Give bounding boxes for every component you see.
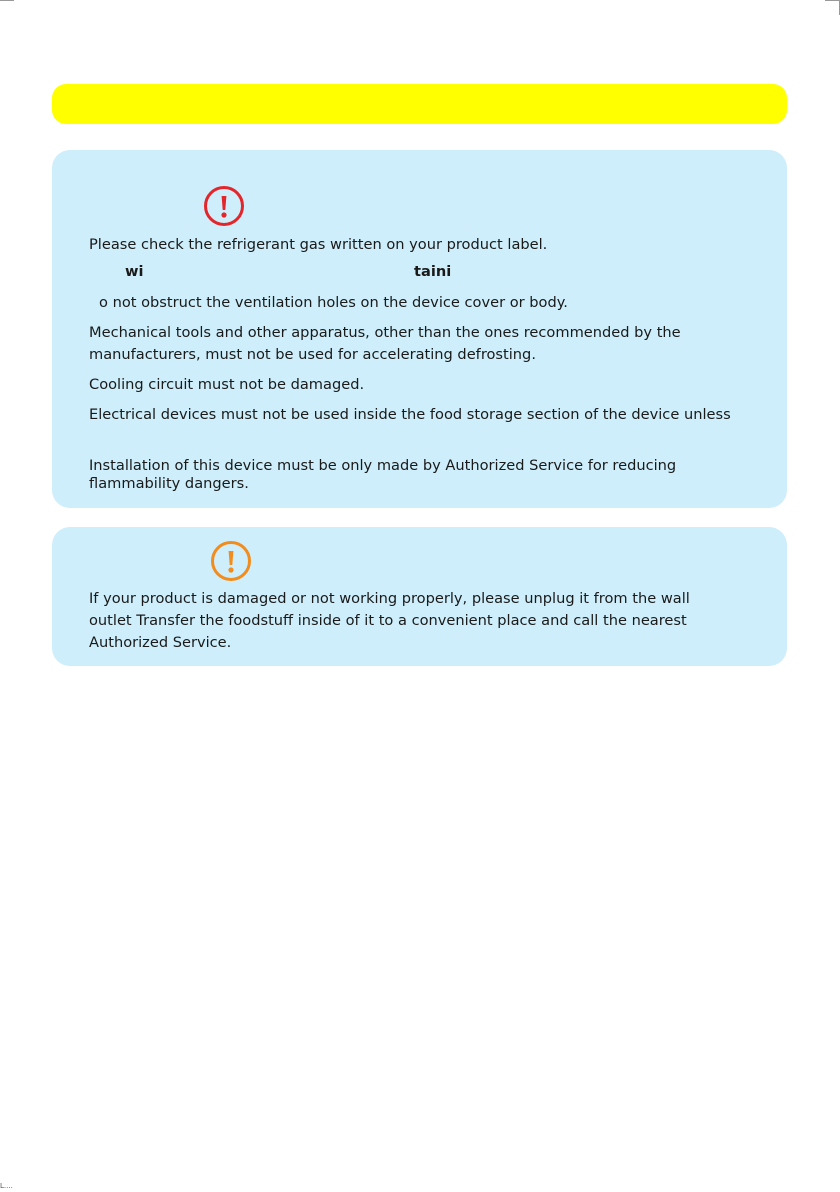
warning-line-tools-2: manufacturers, must not be used for accelerating defrosting. [89,346,536,363]
fragment-right: taini [414,263,452,280]
caution-line-1: If your product is damaged or not working properly, please unplug it from the wall [89,590,690,607]
warning-line-installation-2: flammability dangers. [89,475,249,492]
caution-panel [52,527,787,666]
caution-exclamation-icon [211,541,251,581]
warning-line-electrical: Electrical devices must not be used inside the food storage section of the device unless [89,406,731,423]
section-title-bar [52,84,787,124]
warning-line-installation-1: Installation of this device must be only made by Authorized Service for reducing [89,457,677,474]
crop-mark-left [0,0,14,15]
footer-mark: L.... [0,1182,13,1190]
warning-panel [52,150,787,508]
warning-line-cooling: Cooling circuit must not be damaged. [89,376,365,393]
caution-line-3: Authorized Service. [89,634,232,651]
warning-line-refrigerant: Please check the refrigerant gas written on your product label. [89,236,548,253]
warning-line-tools-1: Mechanical tools and other apparatus, other than the ones recommended by the [89,324,681,341]
warning-line-fragment [89,262,779,282]
warning-line-ventilation: o not obstruct the ventilation holes on the device cover or body. [99,294,568,311]
warning-exclamation-icon [204,186,244,226]
crop-mark-right [825,0,840,15]
fragment-left: wi [125,263,144,280]
caution-line-2: outlet Transfer the foodstuff inside of it to a convenient place and call the nearest [89,612,687,629]
